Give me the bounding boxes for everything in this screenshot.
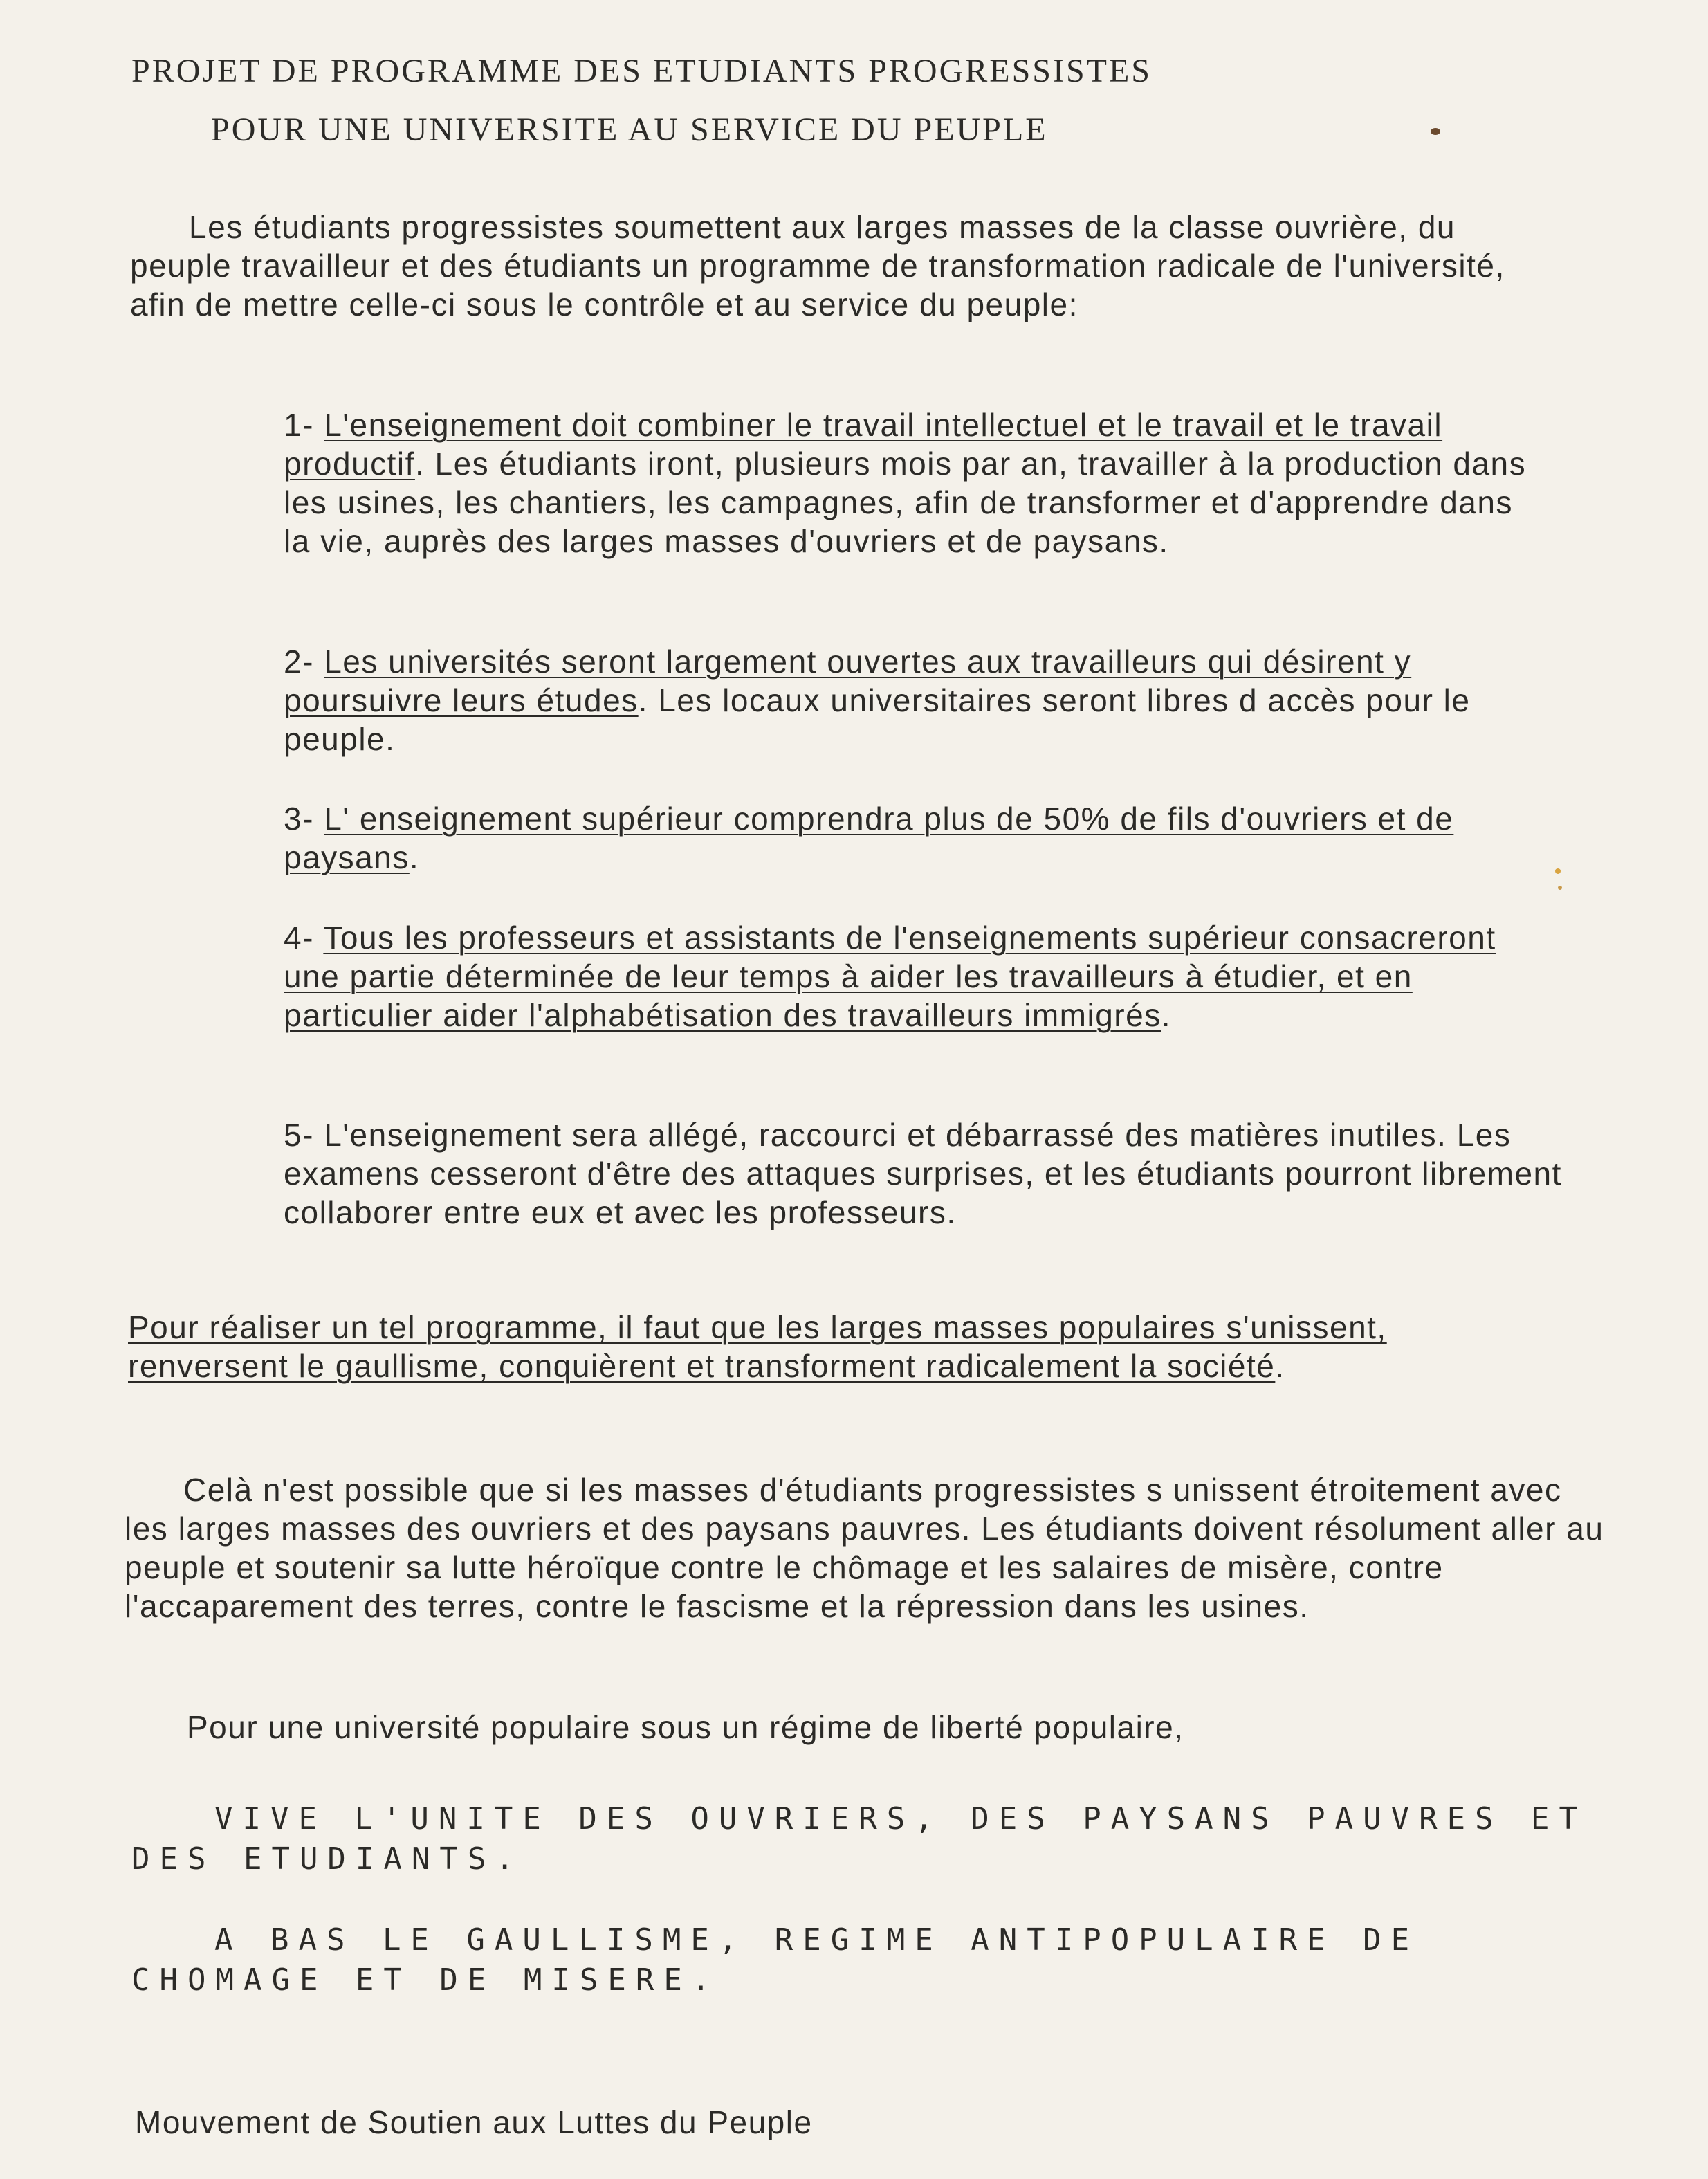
call-text: .: [1275, 1348, 1285, 1384]
slogan-1: VIVE L'UNITE DES OUVRIERS, DES PAYSANS PAUVRES ET DES ETUDIANTS.: [131, 1801, 1588, 1877]
item-text: L'enseignement sera allégé, raccourci et débarrassé des matières inutiles. Les examens cesseront d'être des attaques surprises, et les étudiants pourront librement collaborer entre eux et avec les professeurs.: [284, 1117, 1562, 1230]
item-emphasis: L'enseignement doit combiner le travail intellectuel et le travail et le travail productif: [284, 407, 1443, 482]
program-item-3: [284, 799, 1550, 877]
slogan-2: A BAS LE GAULLISME, REGIME ANTIPOPULAIRE DE CHOMAGE ET DE MISERE.: [131, 1922, 1420, 1998]
document-title-line1: PROJET DE PROGRAMME DES ETUDIANTS PROGRESSISTES: [131, 53, 1152, 89]
program-item-5: [284, 1115, 1584, 1232]
item-text: . Les locaux universitaires seront libres d accès pour le peuple.: [284, 682, 1471, 757]
item-number: 3-: [284, 801, 314, 837]
item-text: .: [1161, 997, 1171, 1033]
item-emphasis: Tous les professeurs et assistants de l'enseignements supérieur consacreront une partie déterminée de leur temps à aider les travailleurs à étudier, et en particulier aider l'alphabétisation des travailleurs immigrés: [284, 920, 1496, 1033]
intro-paragraph: Les étudiants progressistes soumettent aux larges masses de la classe ouvrière, du peuple travailleur et des étudiants un programme de transformation radicale de l'université, afin de mettre celle-ci sous le contrôle et au service du peuple:: [130, 209, 1505, 322]
document-title-line2: POUR UNE UNIVERSITE AU SERVICE DU PEUPLE: [211, 111, 1048, 148]
item-number: 1-: [284, 407, 314, 443]
paper-speck: [1558, 886, 1562, 890]
unity-paragraph: Celà n'est possible que si les masses d'étudiants progressistes s unissent étroitement avec les larges masses des ouvriers et des paysans pauvres. Les étudiants doivent résolument aller au peuple et soutenir sa lutte héroïque contre le chômage et les salaires de misère, contre l'accaparement des terres, contre le fascisme et la répression dans les usines.: [125, 1472, 1604, 1624]
call-emphasis: Pour réaliser un tel programme, il faut que les larges masses populaires s'unissent, renversent le gaullisme, conquièrent et transforment radicalement la société: [128, 1309, 1387, 1384]
program-item-4: [284, 918, 1550, 1034]
call-to-action-paragraph: [128, 1308, 1553, 1385]
item-emphasis: Les universités seront largement ouvertes aux travailleurs qui désirent y poursuivre leurs études: [284, 644, 1412, 718]
item-text: . Les étudiants iront, plusieurs mois par an, travailler à la production dans les usines, les chantiers, les campagnes, afin de transformer et d'apprendre dans la vie, auprès des larges masses d'ouvriers et de paysans.: [284, 446, 1527, 559]
item-number: 5-: [284, 1117, 314, 1153]
paper-speck: [1431, 128, 1440, 135]
item-emphasis: L' enseignement supérieur comprendra plus de 50% de fils d'ouvriers et de paysans: [284, 801, 1454, 875]
program-item-2: [284, 642, 1550, 758]
program-item-1: [284, 405, 1550, 560]
item-number: 4-: [284, 920, 314, 956]
item-number: 2-: [284, 644, 314, 680]
paper-speck: [1555, 868, 1561, 874]
signature: Mouvement de Soutien aux Luttes du Peuple: [135, 2104, 813, 2140]
closing-line: Pour une université populaire sous un régime de liberté populaire,: [187, 1709, 1184, 1745]
item-text: .: [409, 839, 420, 875]
